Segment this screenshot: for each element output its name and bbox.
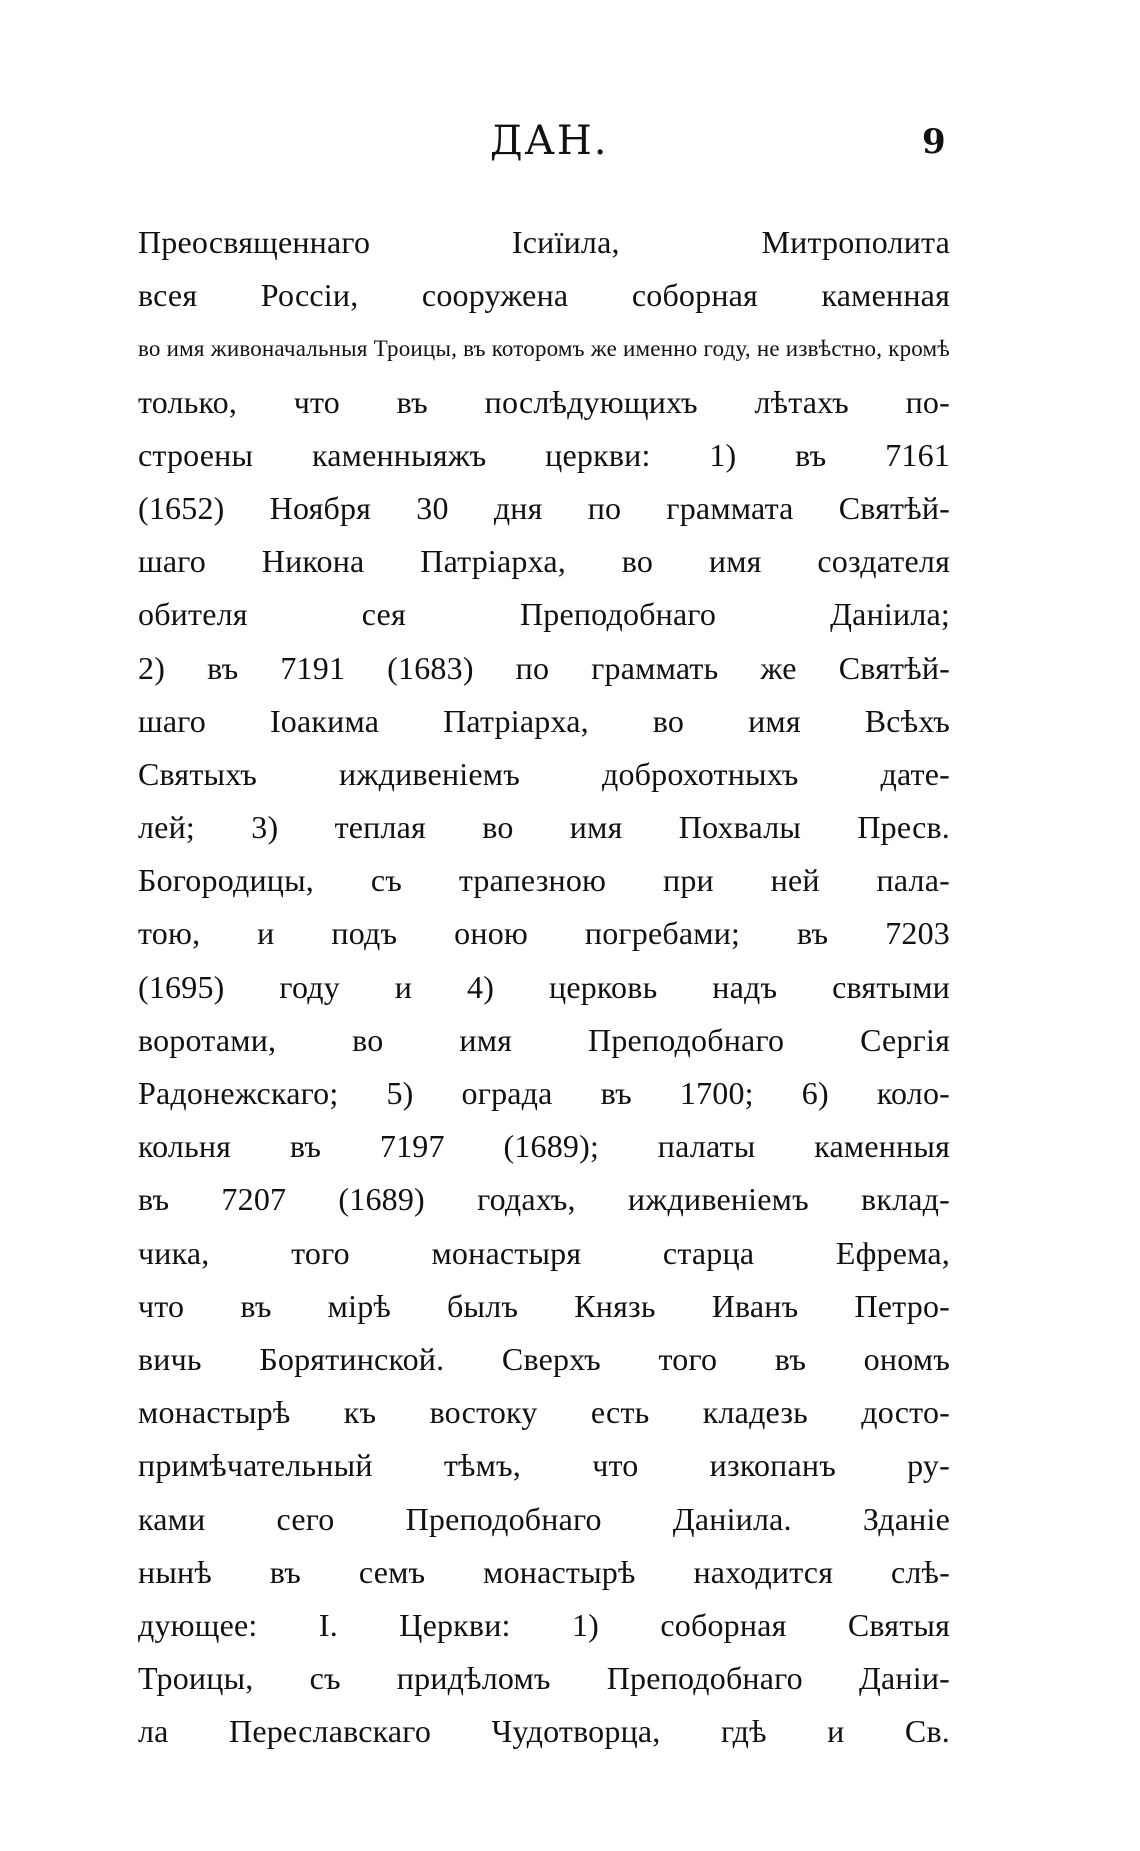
text-line: (1652) Ноября 30 дня по граммата Святѣй-	[138, 489, 950, 526]
text-line: что въ мірѣ былъ Князь Иванъ Петро-	[138, 1287, 950, 1324]
text-line: въ 7207 (1689) годахъ, иждивеніемъ вклад-	[138, 1181, 950, 1218]
running-head-title: ДАН.	[490, 118, 609, 164]
text-line: дующее: I. Церкви: 1) соборная Святыя	[138, 1606, 950, 1643]
text-line: чика, того монастыря старца Ефрема,	[138, 1234, 950, 1271]
page-number: 9	[922, 122, 946, 162]
text-line: лей; 3) теплая во имя Похвалы Пресв.	[138, 809, 950, 846]
text-line: Троицы, съ придѣломъ Преподобнаго Даніи-	[138, 1660, 950, 1697]
text-line: тою, и подъ оною погребами; въ 7203	[138, 915, 950, 952]
body-text	[138, 216, 950, 1758]
text-line: во имя живоначальныя Троицы, въ которомъ же именно году, не извѣстно, кромѣ	[138, 336, 950, 362]
text-line: шаго Іоакима Патріарха, во имя Всѣхъ	[138, 702, 950, 739]
running-head	[0, 118, 1140, 178]
text-line: ла Переславскаго Чудотворца, гдѣ и Св.	[138, 1713, 950, 1750]
text-line: всея Россіи, сооружена соборная каменная	[138, 277, 950, 314]
text-line: строены каменныяжъ церкви: 1) въ 7161	[138, 436, 950, 473]
text-line: вичь Борятинской. Сверхъ того въ ономъ	[138, 1340, 950, 1377]
text-line: Святыхъ иждивеніемъ доброхотныхъ дате-	[138, 755, 950, 792]
text-line: Радонежскаго; 5) ограда въ 1700; 6) коло-	[138, 1075, 950, 1111]
text-line: ками сего Преподобнаго Даніила. Зданіе	[138, 1500, 950, 1537]
text-line: воротами, во имя Преподобнаго Сергія	[138, 1021, 950, 1058]
text-line: обителя сея Преподобнаго Даніила;	[138, 596, 950, 633]
text-line: примѣчательный тѣмъ, что изкопанъ ру-	[138, 1447, 950, 1484]
text-line: Богородицы, съ трапезною при ней пала-	[138, 862, 950, 899]
text-line: нынѣ въ семъ монастырѣ находится слѣ-	[138, 1553, 950, 1590]
text-line: (1695) году и 4) церковь надъ святыми	[138, 968, 950, 1005]
text-line: шаго Никона Патріарха, во имя создателя	[138, 543, 950, 580]
text-line: Преосвященнаго Ісиїила, Митрополита	[138, 224, 950, 260]
text-line: 2) въ 7191 (1683) по граммать же Святѣй-	[138, 649, 950, 686]
text-line: монастырѣ къ востоку есть кладезь досто-	[138, 1394, 950, 1431]
text-line: только, что въ послѣдующихъ лѣтахъ по-	[138, 383, 950, 420]
text-line: кольня въ 7197 (1689); палаты каменныя	[138, 1128, 950, 1165]
